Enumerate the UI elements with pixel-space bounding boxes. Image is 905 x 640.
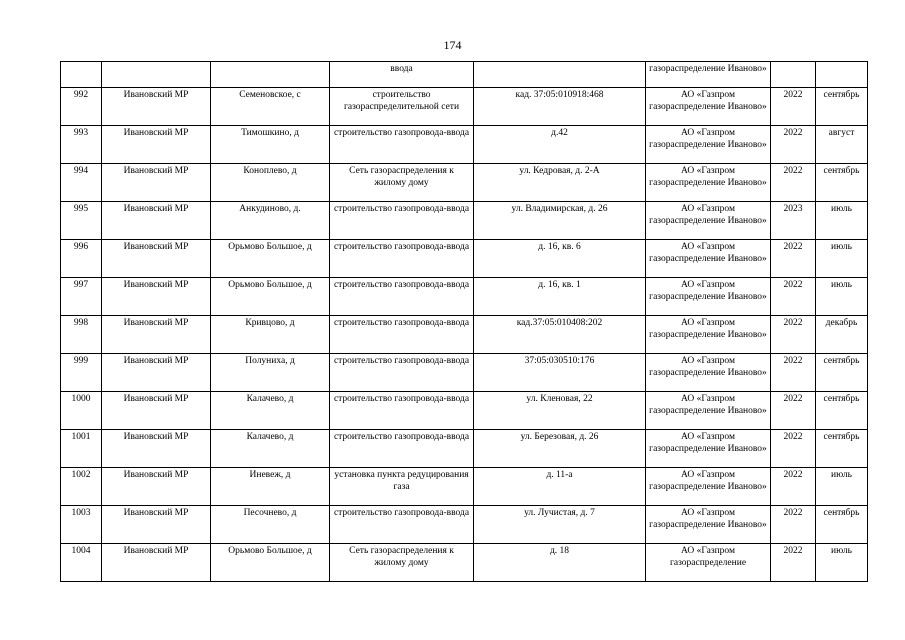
- cell-work-type: строительство газопровода-ввода: [330, 506, 474, 544]
- cell-year: 2022: [771, 544, 816, 582]
- cell-district: Ивановский МР: [102, 202, 211, 240]
- table-row: [61, 240, 868, 278]
- cell-address: 37:05:030510:176: [474, 354, 646, 392]
- cell-organization: АО «Газпром газораспределение Иваново»: [646, 240, 771, 278]
- cell-month: сентябрь: [816, 392, 868, 430]
- table-row: [61, 392, 868, 430]
- cell-work-type: ввода: [330, 62, 474, 88]
- cell-work-type: строительство газопровода-ввода: [330, 316, 474, 354]
- cell-settlement: Семеновское, с: [211, 88, 330, 126]
- cell-settlement: Коноплево, д: [211, 164, 330, 202]
- cell-year: 2022: [771, 354, 816, 392]
- cell-address: ул. Кленовая, 22: [474, 392, 646, 430]
- table-row: [61, 430, 868, 468]
- page-number: 174: [443, 38, 462, 52]
- cell-organization: АО «Газпром газораспределение Иваново»: [646, 316, 771, 354]
- cell-month: сентябрь: [816, 506, 868, 544]
- cell-organization: АО «Газпром газораспределение Иваново»: [646, 354, 771, 392]
- cell-settlement: Калачево, д: [211, 392, 330, 430]
- cell-month: сентябрь: [816, 88, 868, 126]
- cell-address: д. 11-а: [474, 468, 646, 506]
- cell-settlement: Калачево, д: [211, 430, 330, 468]
- cell-number: [61, 62, 102, 88]
- cell-number: 995: [61, 202, 102, 240]
- cell-number: 993: [61, 126, 102, 164]
- cell-settlement: Иневеж, д: [211, 468, 330, 506]
- cell-year: 2022: [771, 506, 816, 544]
- cell-work-type: строительство газопровода-ввода: [330, 278, 474, 316]
- cell-address: кад.37:05:010408:202: [474, 316, 646, 354]
- cell-district: Ивановский МР: [102, 278, 211, 316]
- cell-district: Ивановский МР: [102, 430, 211, 468]
- cell-organization: АО «Газпром газораспределение Иваново»: [646, 506, 771, 544]
- cell-district: Ивановский МР: [102, 506, 211, 544]
- cell-district: Ивановский МР: [102, 88, 211, 126]
- cell-address: д. 16, кв. 6: [474, 240, 646, 278]
- cell-settlement: Полуниха, д: [211, 354, 330, 392]
- cell-year: 2023: [771, 202, 816, 240]
- table-row: [61, 126, 868, 164]
- cell-month: [816, 62, 868, 88]
- table-row: [61, 354, 868, 392]
- cell-month: сентябрь: [816, 430, 868, 468]
- cell-settlement: Тимошкино, д: [211, 126, 330, 164]
- cell-work-type: Сеть газораспределения к жилому дому: [330, 164, 474, 202]
- cell-district: Ивановский МР: [102, 544, 211, 582]
- cell-settlement: Орьмово Большое, д: [211, 544, 330, 582]
- cell-district: [102, 62, 211, 88]
- cell-work-type: строительство газопровода-ввода: [330, 126, 474, 164]
- cell-number: 994: [61, 164, 102, 202]
- cell-number: 998: [61, 316, 102, 354]
- table-row: [61, 278, 868, 316]
- cell-year: 2022: [771, 278, 816, 316]
- cell-district: Ивановский МР: [102, 316, 211, 354]
- table-row: [61, 506, 868, 544]
- cell-address: [474, 62, 646, 88]
- cell-settlement: Кривцово, д: [211, 316, 330, 354]
- cell-month: июль: [816, 468, 868, 506]
- gas-connection-table: [60, 61, 868, 582]
- cell-district: Ивановский МР: [102, 392, 211, 430]
- cell-address: ул. Березовая, д. 26: [474, 430, 646, 468]
- cell-organization: АО «Газпром газораспределение Иваново»: [646, 392, 771, 430]
- cell-address: д. 18: [474, 544, 646, 582]
- cell-work-type: строительство газопровода-ввода: [330, 354, 474, 392]
- cell-month: июль: [816, 278, 868, 316]
- cell-number: 997: [61, 278, 102, 316]
- cell-address: д.42: [474, 126, 646, 164]
- cell-month: июль: [816, 202, 868, 240]
- cell-settlement: [211, 62, 330, 88]
- cell-organization: АО «Газпром газораспределение Иваново»: [646, 126, 771, 164]
- cell-month: июль: [816, 240, 868, 278]
- cell-district: Ивановский МР: [102, 468, 211, 506]
- cell-organization: АО «Газпром газораспределение Иваново»: [646, 202, 771, 240]
- cell-address: ул. Владимирская, д. 26: [474, 202, 646, 240]
- cell-work-type: установка пункта редуцирования газа: [330, 468, 474, 506]
- cell-district: Ивановский МР: [102, 126, 211, 164]
- cell-year: [771, 62, 816, 88]
- table-row: [61, 202, 868, 240]
- cell-work-type: Сеть газораспределения к жилому дому: [330, 544, 474, 582]
- table-row: [61, 544, 868, 582]
- cell-year: 2022: [771, 240, 816, 278]
- cell-settlement: Песочнево, д: [211, 506, 330, 544]
- table-body: [61, 62, 868, 582]
- cell-number: 992: [61, 88, 102, 126]
- cell-year: 2022: [771, 392, 816, 430]
- cell-month: сентябрь: [816, 164, 868, 202]
- cell-work-type: строительство газопровода-ввода: [330, 392, 474, 430]
- cell-organization: АО «Газпром газораспределение Иваново»: [646, 468, 771, 506]
- cell-number: 1002: [61, 468, 102, 506]
- table-row: [61, 468, 868, 506]
- cell-month: август: [816, 126, 868, 164]
- cell-settlement: Орьмово Большое, д: [211, 240, 330, 278]
- cell-number: 999: [61, 354, 102, 392]
- cell-month: июль: [816, 544, 868, 582]
- cell-work-type: строительство газораспределительной сети: [330, 88, 474, 126]
- cell-year: 2022: [771, 316, 816, 354]
- cell-year: 2022: [771, 88, 816, 126]
- cell-address: д. 16, кв. 1: [474, 278, 646, 316]
- cell-address: ул. Лучистая, д. 7: [474, 506, 646, 544]
- cell-organization: АО «Газпром газораспределение: [646, 544, 771, 582]
- cell-number: 1000: [61, 392, 102, 430]
- cell-organization: АО «Газпром газораспределение Иваново»: [646, 430, 771, 468]
- table-row-continued: [61, 62, 868, 88]
- cell-number: 1001: [61, 430, 102, 468]
- cell-year: 2022: [771, 164, 816, 202]
- cell-district: Ивановский МР: [102, 164, 211, 202]
- cell-organization: АО «Газпром газораспределение Иваново»: [646, 88, 771, 126]
- cell-month: сентябрь: [816, 354, 868, 392]
- cell-work-type: строительство газопровода-ввода: [330, 240, 474, 278]
- table-row: [61, 316, 868, 354]
- table-row: [61, 164, 868, 202]
- cell-year: 2022: [771, 468, 816, 506]
- cell-settlement: Анкудиново, д.: [211, 202, 330, 240]
- cell-month: декабрь: [816, 316, 868, 354]
- cell-organization: АО «Газпром газораспределение Иваново»: [646, 278, 771, 316]
- cell-year: 2022: [771, 430, 816, 468]
- table-row: [61, 88, 868, 126]
- cell-number: 996: [61, 240, 102, 278]
- cell-address: кад. 37:05:010918:468: [474, 88, 646, 126]
- cell-organization: АО «Газпром газораспределение Иваново»: [646, 164, 771, 202]
- cell-number: 1003: [61, 506, 102, 544]
- cell-organization: газораспределение Иваново»: [646, 62, 771, 88]
- cell-work-type: строительство газопровода-ввода: [330, 202, 474, 240]
- cell-settlement: Орьмово Большое, д: [211, 278, 330, 316]
- cell-work-type: строительство газопровода-ввода: [330, 430, 474, 468]
- cell-district: Ивановский МР: [102, 240, 211, 278]
- cell-number: 1004: [61, 544, 102, 582]
- cell-year: 2022: [771, 126, 816, 164]
- cell-district: Ивановский МР: [102, 354, 211, 392]
- cell-address: ул. Кедровая, д. 2-А: [474, 164, 646, 202]
